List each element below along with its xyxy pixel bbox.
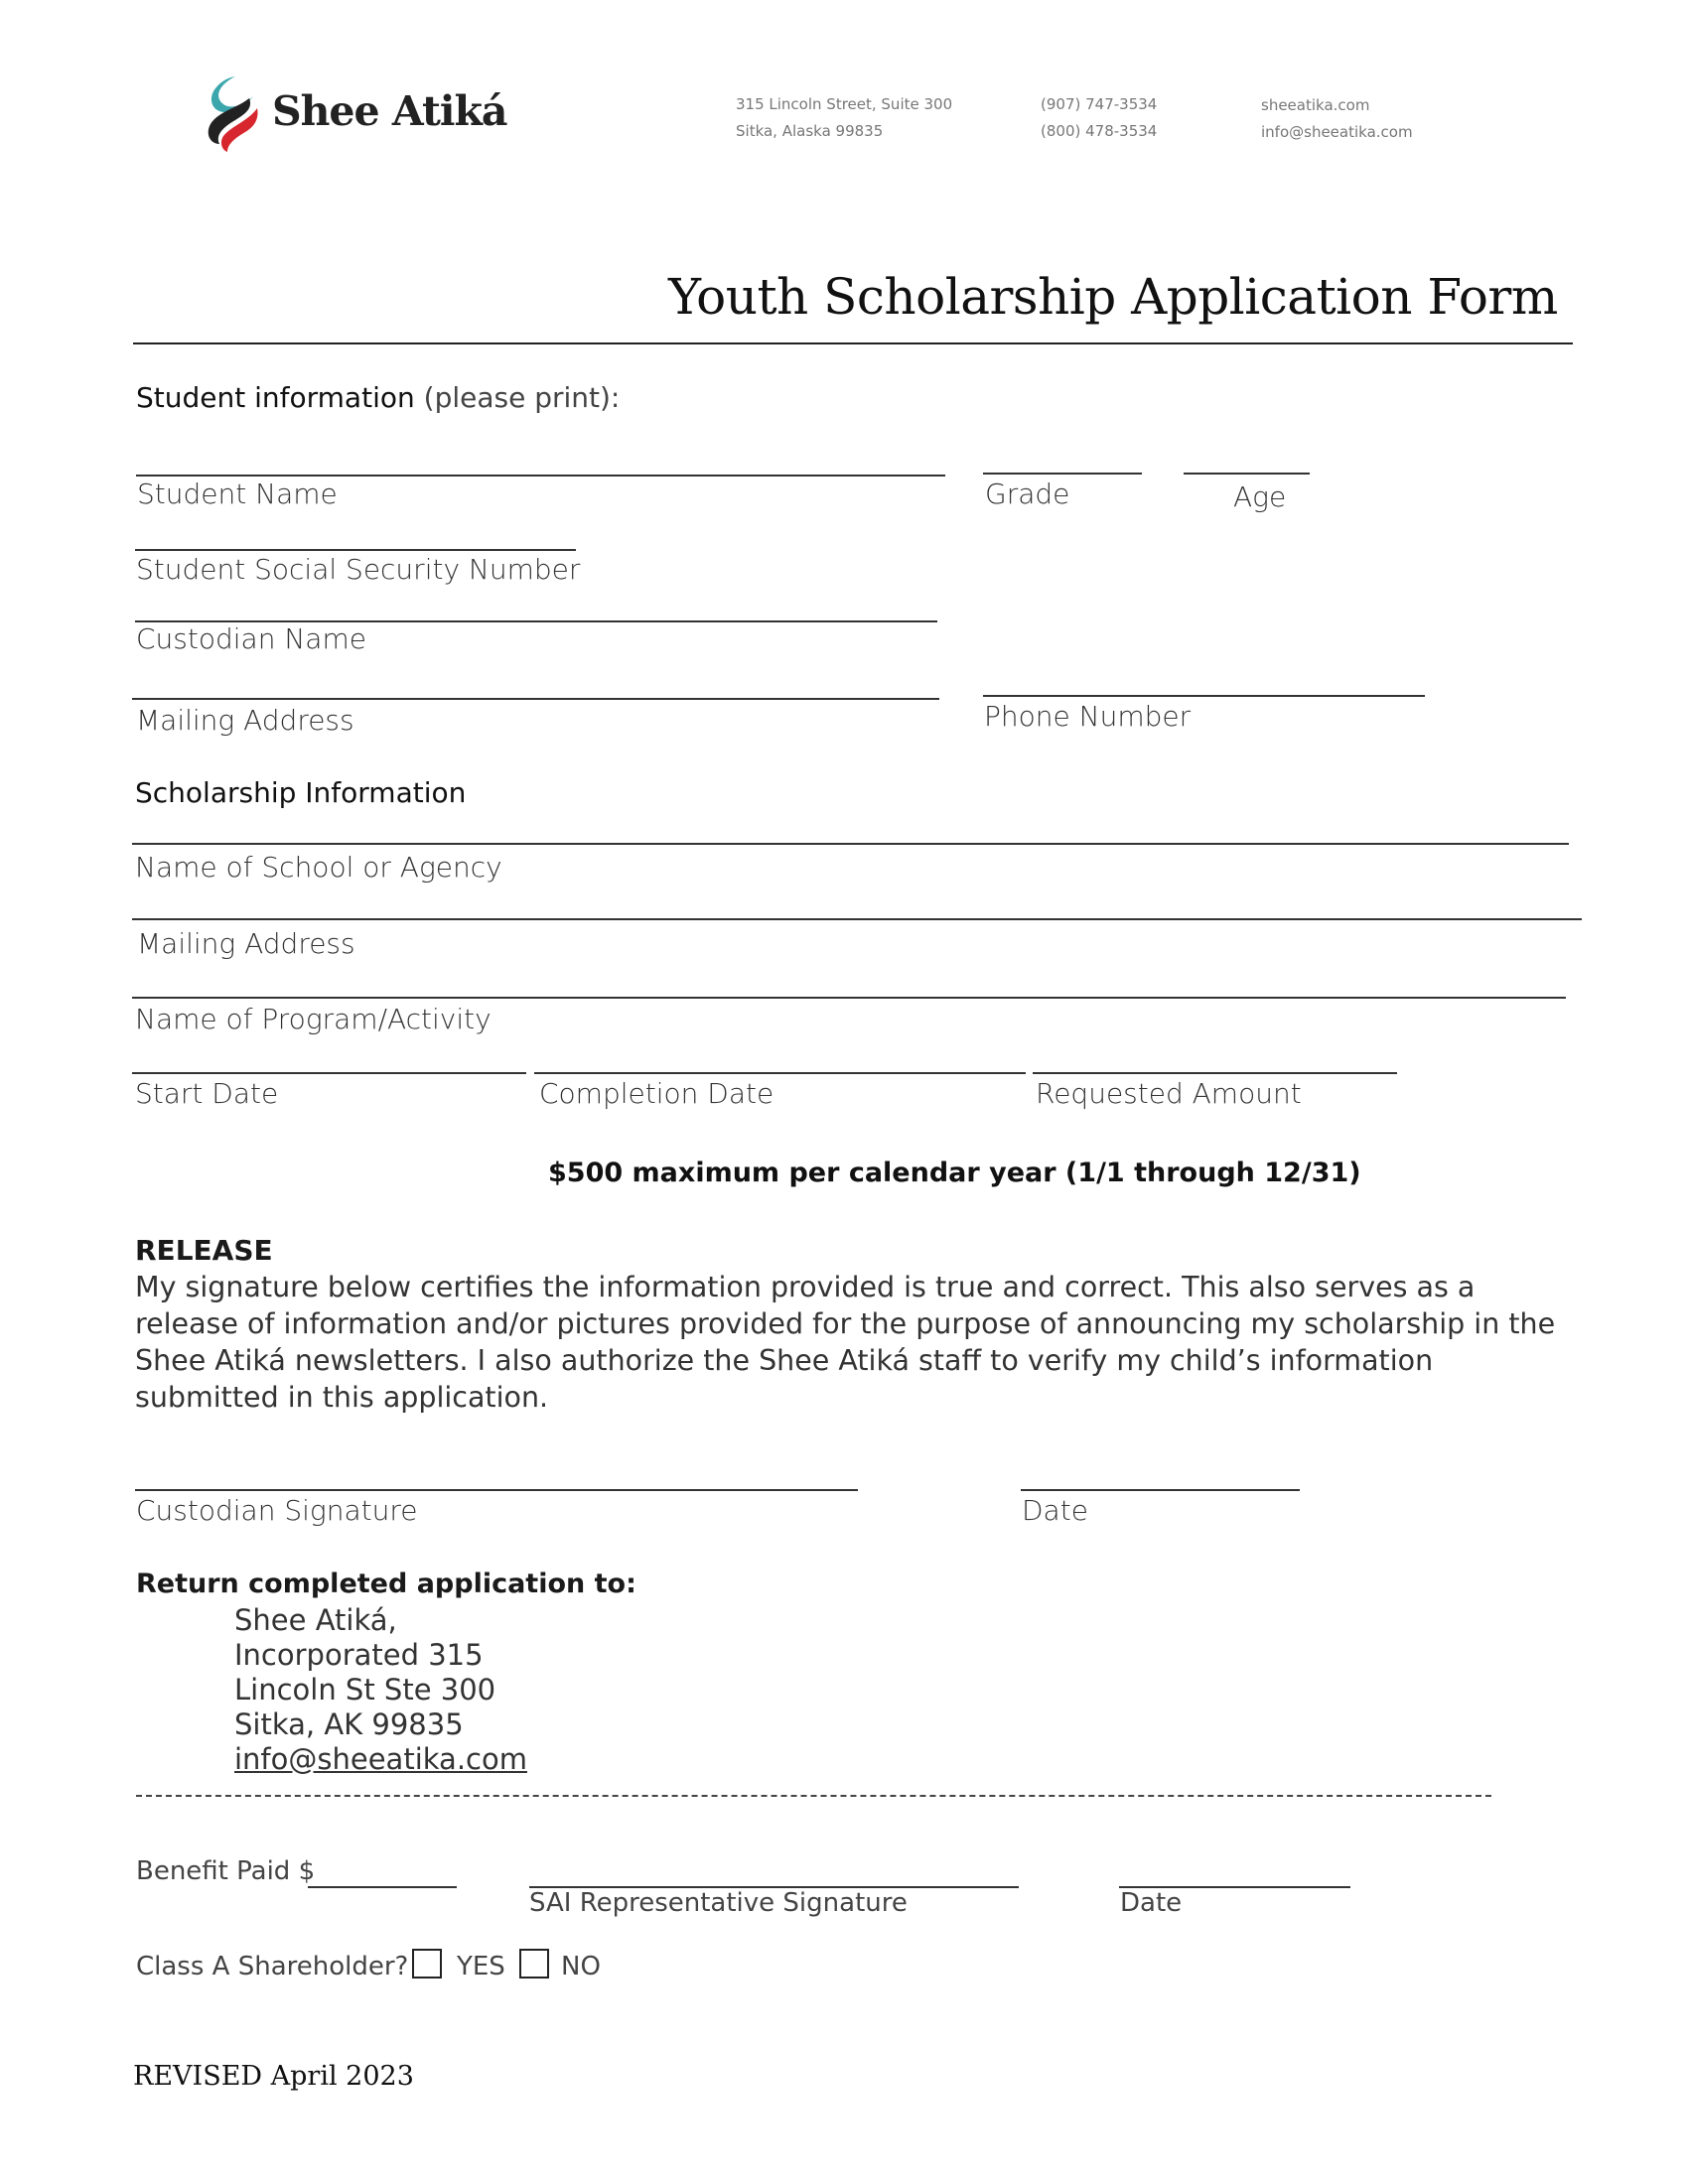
rep-signature-label: SAI Representative Signature: [529, 1888, 908, 1918]
student-mailing-field[interactable]: [132, 698, 939, 700]
school-name-field[interactable]: [132, 843, 1569, 845]
student-section-heading: [136, 381, 620, 414]
signature-date-label: Date: [1022, 1494, 1088, 1527]
program-name-field[interactable]: [132, 997, 1566, 999]
no-checkbox[interactable]: [519, 1949, 549, 1979]
start-date-label: Start Date: [135, 1077, 279, 1110]
school-name-label: Name of School or Agency: [135, 851, 502, 884]
school-mailing-field[interactable]: [132, 918, 1582, 920]
release-text: My signature below certifies the information provided is true and correct. This also serves as a release of information and/or pictures provided for the purpose of announcing my scholarship in the Shee Atiká newsletters. I also authorize the Shee Atiká staff to verify my child’s information submitted in this application.: [135, 1271, 1556, 1414]
email-link[interactable]: info@sheeatika.com: [1261, 123, 1413, 141]
phone-number-label: Phone Number: [984, 700, 1192, 733]
no-label: NO: [561, 1952, 601, 1981]
company-phones: [1041, 91, 1157, 145]
custodian-name-label: Custodian Name: [136, 622, 366, 655]
student-heading-note: (please print):: [423, 381, 621, 414]
return-line-3: Lincoln St Ste 300: [234, 1673, 496, 1706]
return-line-4: Sitka, AK 99835: [234, 1707, 464, 1741]
phone-1: (907) 747-3534: [1041, 95, 1158, 113]
return-line-2: Incorporated 315: [234, 1638, 484, 1672]
grade-label: Grade: [985, 478, 1070, 510]
custodian-signature-field[interactable]: [135, 1489, 858, 1491]
scholarship-section-heading: Scholarship Information: [135, 776, 467, 809]
completion-date-label: Completion Date: [539, 1077, 774, 1110]
company-web: [1261, 92, 1413, 146]
title-divider: [133, 342, 1573, 344]
school-mailing-label: Mailing Address: [137, 927, 355, 960]
phone-2: (800) 478-3534: [1041, 122, 1158, 140]
ssn-field[interactable]: [135, 549, 576, 551]
brand-name: Shee Atiká: [272, 87, 507, 135]
completion-date-field[interactable]: [534, 1072, 1026, 1074]
office-use-divider: [136, 1795, 1491, 1797]
website-link[interactable]: sheeatika.com: [1261, 96, 1370, 114]
phone-number-field[interactable]: [983, 695, 1425, 697]
benefit-paid-field[interactable]: [308, 1886, 457, 1888]
student-mailing-label: Mailing Address: [136, 704, 354, 737]
office-date-label: Date: [1120, 1888, 1183, 1918]
student-name-field[interactable]: [136, 475, 945, 477]
company-logo-icon: [202, 74, 259, 154]
return-line-1: Shee Atiká,: [234, 1603, 397, 1637]
shareholder-label: Class A Shareholder?: [136, 1952, 409, 1981]
maximum-note: $500 maximum per calendar year (1/1 through 12/31): [548, 1158, 1361, 1188]
grade-field[interactable]: [983, 473, 1142, 475]
yes-label: YES: [457, 1952, 505, 1981]
address-line-1: 315 Lincoln Street, Suite 300: [736, 95, 953, 113]
age-field[interactable]: [1184, 473, 1310, 475]
age-label: Age: [1233, 480, 1287, 513]
start-date-field[interactable]: [132, 1072, 526, 1074]
requested-amount-field[interactable]: [1033, 1072, 1397, 1074]
page-title: Youth Scholarship Application Form: [668, 268, 1558, 326]
ssn-label: Student Social Security Number: [136, 553, 581, 586]
address-line-2: Sitka, Alaska 99835: [736, 122, 884, 140]
program-name-label: Name of Program/Activity: [135, 1003, 492, 1035]
custodian-signature-label: Custodian Signature: [136, 1494, 418, 1527]
company-address: [736, 91, 952, 145]
student-heading-text: Student information: [136, 381, 415, 414]
return-heading: Return completed application to:: [136, 1569, 636, 1599]
release-heading: RELEASE: [135, 1234, 273, 1267]
return-email-link[interactable]: info@sheeatika.com: [234, 1742, 527, 1776]
revision-note: REVISED April 2023: [133, 2061, 414, 2092]
student-name-label: Student Name: [137, 478, 338, 510]
signature-date-field[interactable]: [1021, 1489, 1300, 1491]
requested-amount-label: Requested Amount: [1036, 1077, 1302, 1110]
benefit-paid-label: Benefit Paid $: [136, 1856, 316, 1886]
yes-checkbox[interactable]: [412, 1949, 442, 1979]
